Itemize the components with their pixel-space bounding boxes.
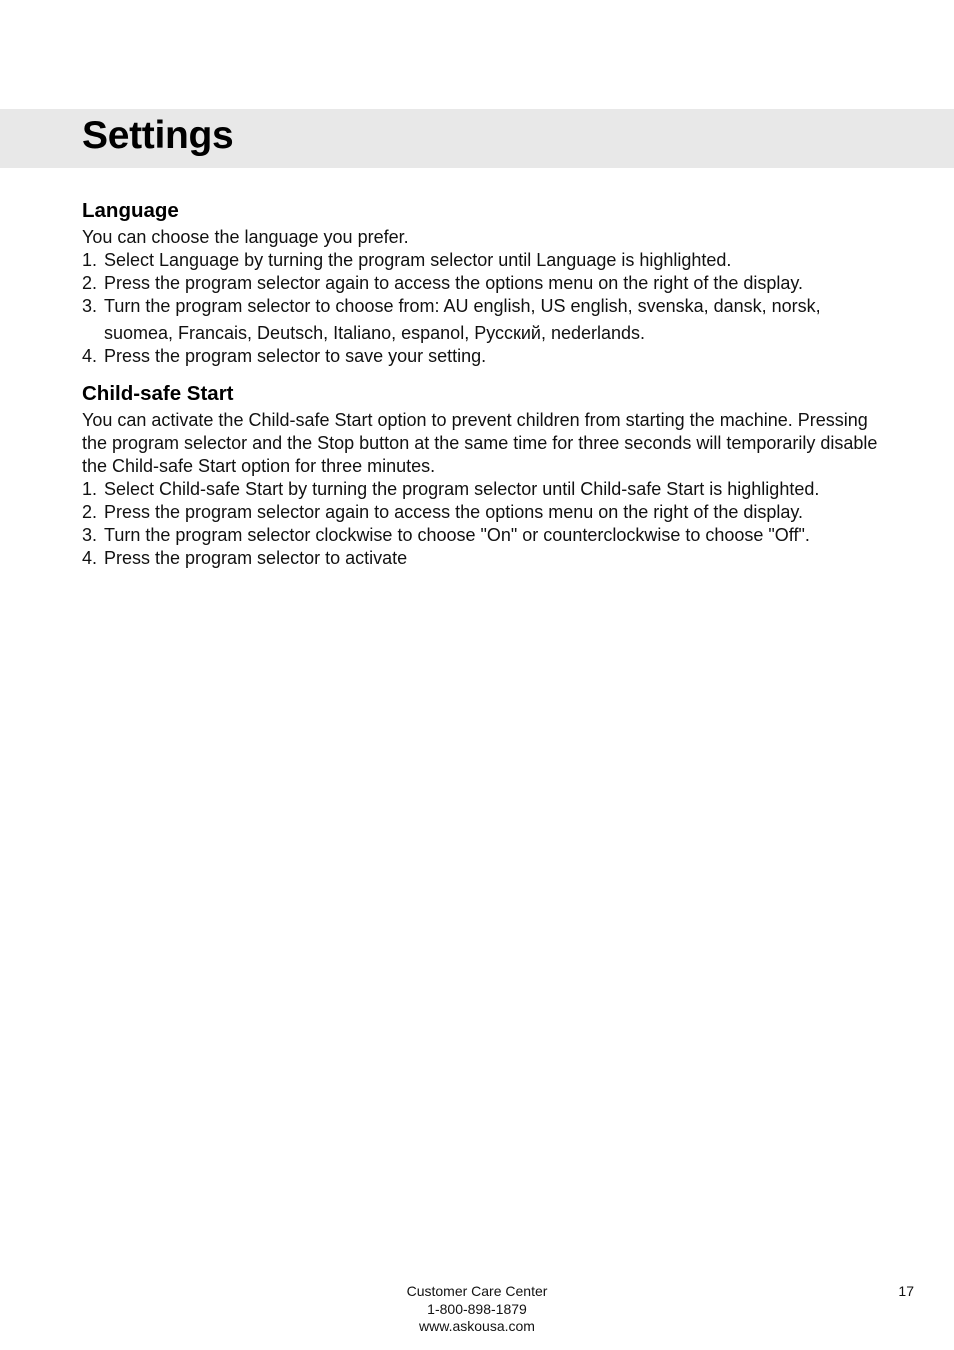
- language-step: [82, 293, 882, 347]
- step-number: 4.: [82, 548, 98, 568]
- page-title: Settings: [82, 114, 234, 157]
- child-safe-step: [82, 478, 882, 501]
- step-text: Press the program selector to save your setting.: [104, 346, 487, 366]
- language-step: [82, 345, 882, 368]
- page-content: [82, 196, 882, 570]
- language-section: [82, 196, 882, 368]
- step-number: 2.: [82, 502, 98, 522]
- child-safe-heading: Child-safe Start: [82, 382, 234, 405]
- language-step: [82, 272, 882, 295]
- language-intro: You can choose the language you prefer.: [82, 227, 409, 247]
- step-text: Turn the program selector clockwise to choose "On" or counterclockwise to choose "Off".: [104, 525, 810, 545]
- footer-contact: [377, 1283, 577, 1336]
- child-safe-intro: You can activate the Child-safe Start option to prevent children from starting the machine. Pressing the program selector and the Stop button at the same time for three seconds will temporarily disable the Child-safe Start option for three minutes.: [82, 410, 878, 476]
- child-safe-section: [82, 379, 882, 570]
- step-text: Press the program selector again to access the options menu on the right of the display.: [104, 502, 804, 522]
- section-spacer: [82, 368, 882, 379]
- step-text: Press the program selector to activate: [104, 548, 408, 568]
- step-text: Select Child-safe Start by turning the program selector until Child-safe Start is highlighted.: [104, 479, 820, 499]
- step-number: 1.: [82, 479, 98, 499]
- step-number: 1.: [82, 250, 98, 270]
- step-number: 3.: [82, 296, 98, 316]
- page-number: 17: [898, 1283, 914, 1299]
- footer-website: www.askousa.com: [419, 1318, 535, 1334]
- child-safe-step: [82, 524, 882, 547]
- child-safe-steps: [82, 478, 882, 570]
- step-number: 3.: [82, 525, 98, 545]
- step-text: Turn the program selector to choose from: AU english, US english, svenska, dansk, norsk, suomea, Francais, Deutsch, Italiano, espanol, Русский, nederlands.: [104, 296, 821, 343]
- step-text: Select Language by turning the program selector until Language is highlighted.: [104, 250, 732, 270]
- step-number: 4.: [82, 346, 98, 366]
- footer-phone: 1-800-898-1879: [427, 1300, 527, 1317]
- language-steps: [82, 249, 882, 368]
- footer-care-center: Customer Care Center: [406, 1283, 548, 1299]
- step-text: Press the program selector again to access the options menu on the right of the display.: [104, 273, 804, 293]
- step-number: 2.: [82, 273, 98, 293]
- title-band: [0, 109, 954, 168]
- child-safe-step: [82, 501, 882, 524]
- language-step: [82, 249, 882, 272]
- child-safe-step: [82, 547, 882, 570]
- language-heading: Language: [82, 199, 179, 222]
